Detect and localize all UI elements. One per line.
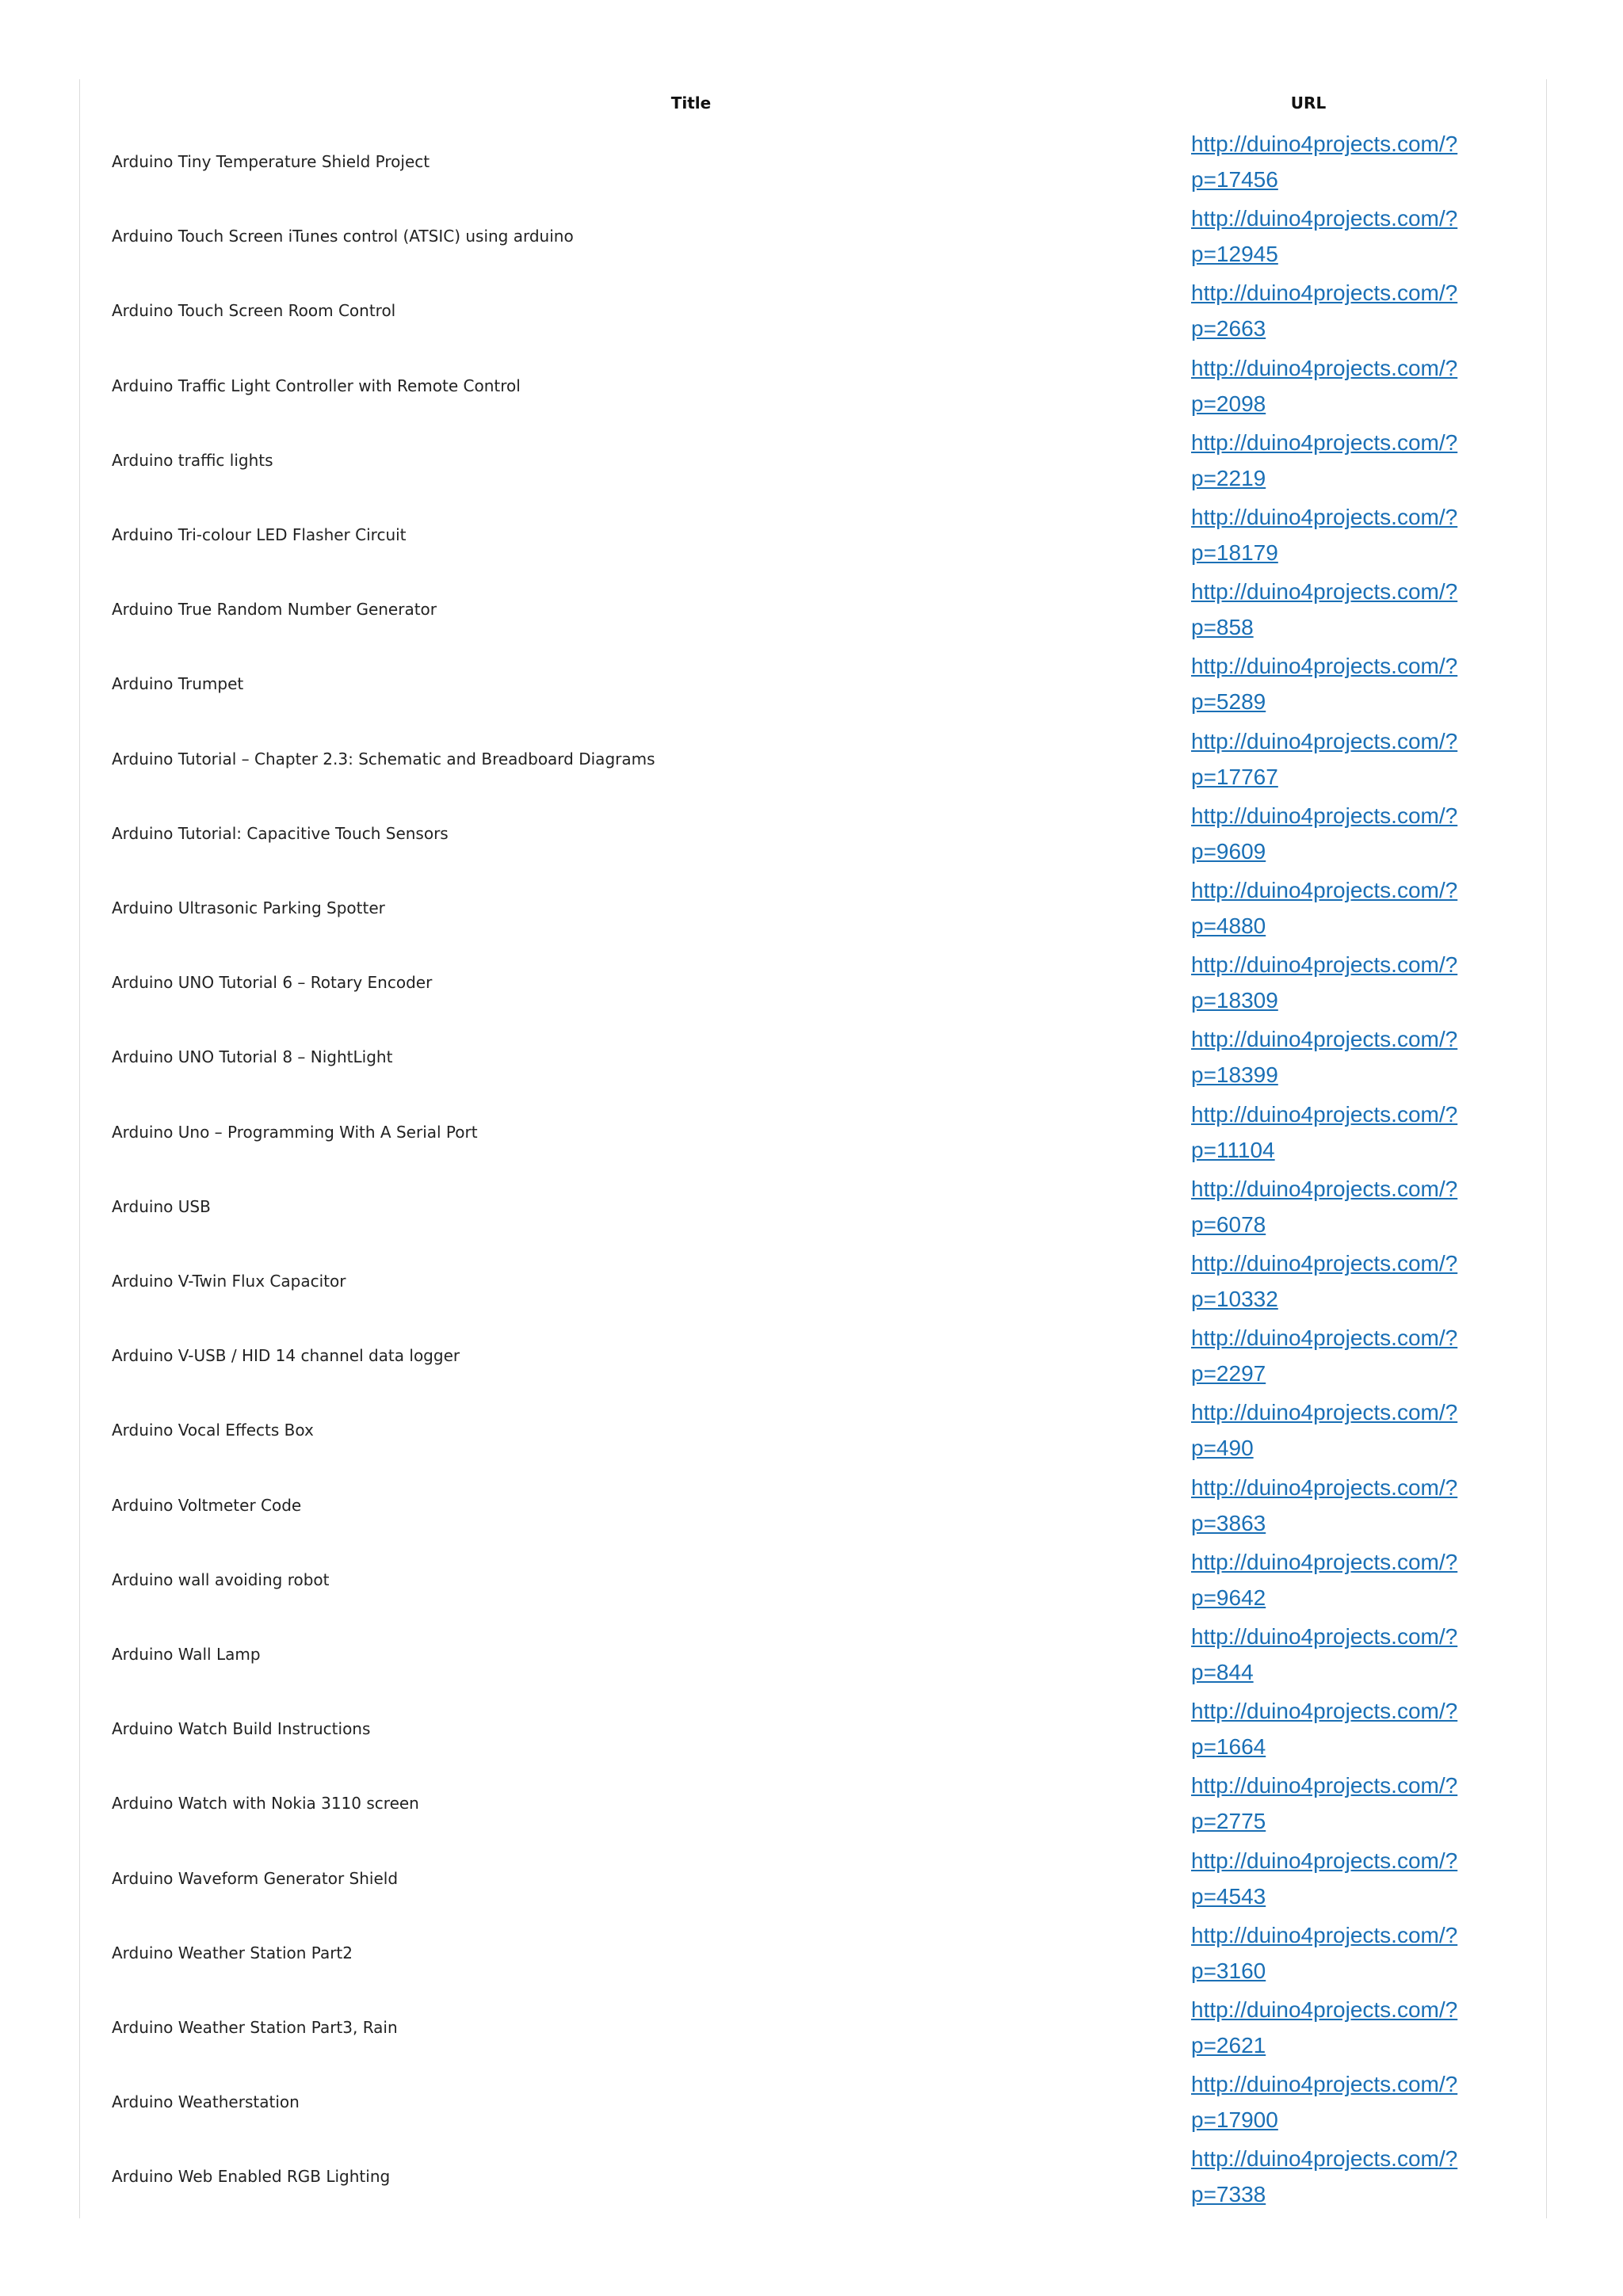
project-url-link[interactable]: [1191, 1768, 1476, 1839]
url-line-1: http://duino4projects.com/?: [1191, 2146, 1458, 2172]
project-title: Arduino Touch Screen Room Control: [112, 301, 396, 321]
url-line-2: p=6078: [1191, 1211, 1266, 1237]
project-url-link[interactable]: [1191, 1544, 1476, 1615]
url-line-1: http://duino4projects.com/?: [1191, 280, 1458, 306]
project-url-link[interactable]: [1191, 1394, 1476, 1466]
url-line-1: http://duino4projects.com/?: [1191, 1997, 1458, 2022]
table-row: [80, 646, 1546, 721]
project-url-link[interactable]: [1191, 1097, 1476, 1168]
table-row: [80, 871, 1546, 945]
url-line-1: http://duino4projects.com/?: [1191, 2072, 1458, 2097]
project-url-link[interactable]: [1191, 499, 1476, 570]
url-line-1: http://duino4projects.com/?: [1191, 1549, 1458, 1574]
url-line-1: http://duino4projects.com/?: [1191, 1624, 1458, 1649]
url-line-2: p=17767: [1191, 764, 1278, 789]
url-line-1: http://duino4projects.com/?: [1191, 206, 1458, 231]
project-url-link[interactable]: [1191, 275, 1476, 346]
table-row: [80, 1543, 1546, 1617]
project-url-link[interactable]: [1191, 126, 1476, 197]
project-title: Arduino Touch Screen iTunes control (ATSIC) using arduino: [112, 227, 574, 246]
project-url-link[interactable]: [1191, 1245, 1476, 1317]
url-line-2: p=5289: [1191, 689, 1266, 715]
url-line-2: p=2775: [1191, 1809, 1266, 1834]
url-line-1: http://duino4projects.com/?: [1191, 579, 1458, 605]
project-url-link[interactable]: [1191, 1021, 1476, 1093]
project-title: Arduino Tiny Temperature Shield Project: [112, 152, 430, 171]
url-line-2: p=10332: [1191, 1287, 1278, 1311]
project-title: Arduino Traffic Light Controller with Remote Control: [112, 376, 521, 395]
url-line-1: http://duino4projects.com/?: [1191, 1251, 1458, 1276]
project-url-link[interactable]: [1191, 1693, 1476, 1764]
table-row: [80, 1691, 1546, 1766]
url-line-1: http://duino4projects.com/?: [1191, 952, 1458, 978]
url-line-2: p=18179: [1191, 540, 1278, 565]
url-line-1: http://duino4projects.com/?: [1191, 505, 1458, 529]
table-header: [80, 87, 1546, 119]
url-line-2: p=4880: [1191, 913, 1266, 938]
table-row: [80, 423, 1546, 498]
url-line-1: http://duino4projects.com/?: [1191, 1101, 1458, 1127]
url-line-2: p=1664: [1191, 1734, 1266, 1760]
project-url-link[interactable]: [1191, 1917, 1476, 1989]
project-title: Arduino UNO Tutorial 8 – NightLight: [112, 1047, 393, 1067]
project-title: Arduino Ultrasonic Parking Spotter: [112, 898, 385, 917]
project-url-link[interactable]: [1191, 1470, 1476, 1541]
project-url-link[interactable]: [1191, 872, 1476, 944]
url-line-2: p=12945: [1191, 242, 1278, 267]
table-row: [80, 722, 1546, 796]
table-row: [80, 1617, 1546, 1691]
table-row: [80, 1916, 1546, 1990]
url-line-2: p=2098: [1191, 391, 1266, 416]
project-title: Arduino V-Twin Flux Capacitor: [112, 1272, 346, 1291]
project-title: Arduino Wall Lamp: [112, 1645, 261, 1664]
project-title: Arduino Weatherstation: [112, 2092, 300, 2112]
url-line-2: p=2663: [1191, 316, 1266, 341]
table-row: [80, 1169, 1546, 1244]
url-line-1: http://duino4projects.com/?: [1191, 1848, 1458, 1873]
table-row: [80, 796, 1546, 871]
url-line-2: p=490: [1191, 1436, 1254, 1461]
project-title: Arduino Watch with Nokia 3110 screen: [112, 1794, 419, 1814]
table-row: [80, 1244, 1546, 1318]
table-row: [80, 572, 1546, 646]
url-line-2: p=18309: [1191, 988, 1278, 1013]
project-url-link[interactable]: [1191, 947, 1476, 1018]
url-line-1: http://duino4projects.com/?: [1191, 1773, 1458, 1798]
table-row: [80, 2065, 1546, 2139]
project-title: Arduino UNO Tutorial 6 – Rotary Encoder: [112, 973, 433, 993]
project-title: Arduino Weather Station Part3, Rain: [112, 2018, 398, 2037]
url-line-2: p=7338: [1191, 2182, 1266, 2207]
url-line-2: p=3863: [1191, 1510, 1266, 1535]
project-url-link[interactable]: [1191, 1843, 1476, 1914]
url-line-1: http://duino4projects.com/?: [1191, 878, 1458, 902]
project-title: Arduino Tutorial: Capacitive Touch Sensors: [112, 823, 449, 843]
url-line-2: p=9642: [1191, 1585, 1266, 1610]
project-title: Arduino V-USB / HID 14 channel data logger: [112, 1346, 460, 1366]
project-url-link[interactable]: [1191, 2066, 1476, 2138]
project-title: Arduino Vocal Effects Box: [112, 1421, 314, 1440]
project-title: Arduino Uno – Programming With A Serial Port: [112, 1122, 478, 1142]
project-title: Arduino wall avoiding robot: [112, 1569, 330, 1589]
url-line-2: p=4543: [1191, 1883, 1266, 1909]
table-row: [80, 1393, 1546, 1467]
project-url-link[interactable]: [1191, 574, 1476, 645]
project-title: Arduino Tutorial – Chapter 2.3: Schematic and Breadboard Diagrams: [112, 749, 655, 769]
url-line-2: p=11104: [1191, 1137, 1275, 1162]
table-row: [80, 1318, 1546, 1393]
table-row: [80, 1468, 1546, 1543]
project-title: Arduino Waveform Generator Shield: [112, 1868, 399, 1888]
table-row: [80, 2139, 1546, 2214]
url-line-1: http://duino4projects.com/?: [1191, 132, 1458, 156]
project-url-link[interactable]: [1191, 200, 1476, 272]
url-line-1: http://duino4projects.com/?: [1191, 355, 1458, 380]
project-url-link[interactable]: [1191, 1619, 1476, 1690]
table-row: [80, 1841, 1546, 1916]
table-row: [80, 1990, 1546, 2065]
table-row: [80, 945, 1546, 1020]
url-line-2: p=2621: [1191, 2033, 1266, 2058]
url-line-1: http://duino4projects.com/?: [1191, 1400, 1458, 1425]
table-row: [80, 349, 1546, 423]
table-row: [80, 199, 1546, 273]
url-line-1: http://duino4projects.com/?: [1191, 429, 1458, 455]
project-url-link[interactable]: [1191, 648, 1476, 719]
url-column-header: URL: [1290, 93, 1327, 113]
url-line-2: p=17456: [1191, 167, 1278, 192]
project-url-link[interactable]: [1191, 350, 1476, 421]
url-line-1: http://duino4projects.com/?: [1191, 1699, 1458, 1724]
project-url-link[interactable]: [1191, 1992, 1476, 2063]
title-column-header: Title: [670, 93, 712, 113]
url-line-2: p=17900: [1191, 2107, 1278, 2133]
url-line-2: p=858: [1191, 615, 1254, 640]
url-line-2: p=2219: [1191, 465, 1266, 490]
project-title: Arduino Trumpet: [112, 674, 244, 694]
url-line-1: http://duino4projects.com/?: [1191, 1027, 1458, 1052]
url-line-2: p=3160: [1191, 1958, 1266, 1983]
project-title: Arduino Watch Build Instructions: [112, 1719, 371, 1739]
project-url-link[interactable]: [1191, 723, 1476, 795]
project-url-link[interactable]: [1191, 1171, 1476, 1242]
url-line-2: p=18399: [1191, 1062, 1278, 1088]
project-title: Arduino Voltmeter Code: [112, 1495, 302, 1515]
table-row: [80, 1766, 1546, 1840]
table-row: [80, 273, 1546, 348]
table-row: [80, 498, 1546, 572]
project-title: Arduino traffic lights: [112, 450, 273, 470]
table-row: [80, 1095, 1546, 1169]
url-line-2: p=844: [1191, 1660, 1254, 1684]
table-row: [80, 124, 1546, 199]
project-title: Arduino Web Enabled RGB Lighting: [112, 2167, 391, 2187]
project-url-link[interactable]: [1191, 798, 1476, 869]
project-table: [79, 79, 1547, 2218]
project-url-link[interactable]: [1191, 2141, 1476, 2212]
url-line-1: http://duino4projects.com/?: [1191, 803, 1458, 828]
url-line-1: http://duino4projects.com/?: [1191, 1474, 1458, 1500]
project-title: Arduino Tri-colour LED Flasher Circuit: [112, 525, 407, 544]
url-line-1: http://duino4projects.com/?: [1191, 1325, 1458, 1351]
project-title: Arduino USB: [112, 1196, 211, 1216]
url-line-1: http://duino4projects.com/?: [1191, 1922, 1458, 1947]
project-url-link[interactable]: [1191, 1320, 1476, 1391]
project-url-link[interactable]: [1191, 425, 1476, 496]
url-line-2: p=2297: [1191, 1361, 1266, 1386]
table-row: [80, 1020, 1546, 1094]
url-line-1: http://duino4projects.com/?: [1191, 654, 1458, 679]
url-line-1: http://duino4projects.com/?: [1191, 728, 1458, 753]
url-line-2: p=9609: [1191, 838, 1266, 864]
project-title: Arduino Weather Station Part2: [112, 1943, 353, 1962]
project-title: Arduino True Random Number Generator: [112, 600, 437, 620]
url-line-1: http://duino4projects.com/?: [1191, 1176, 1458, 1201]
